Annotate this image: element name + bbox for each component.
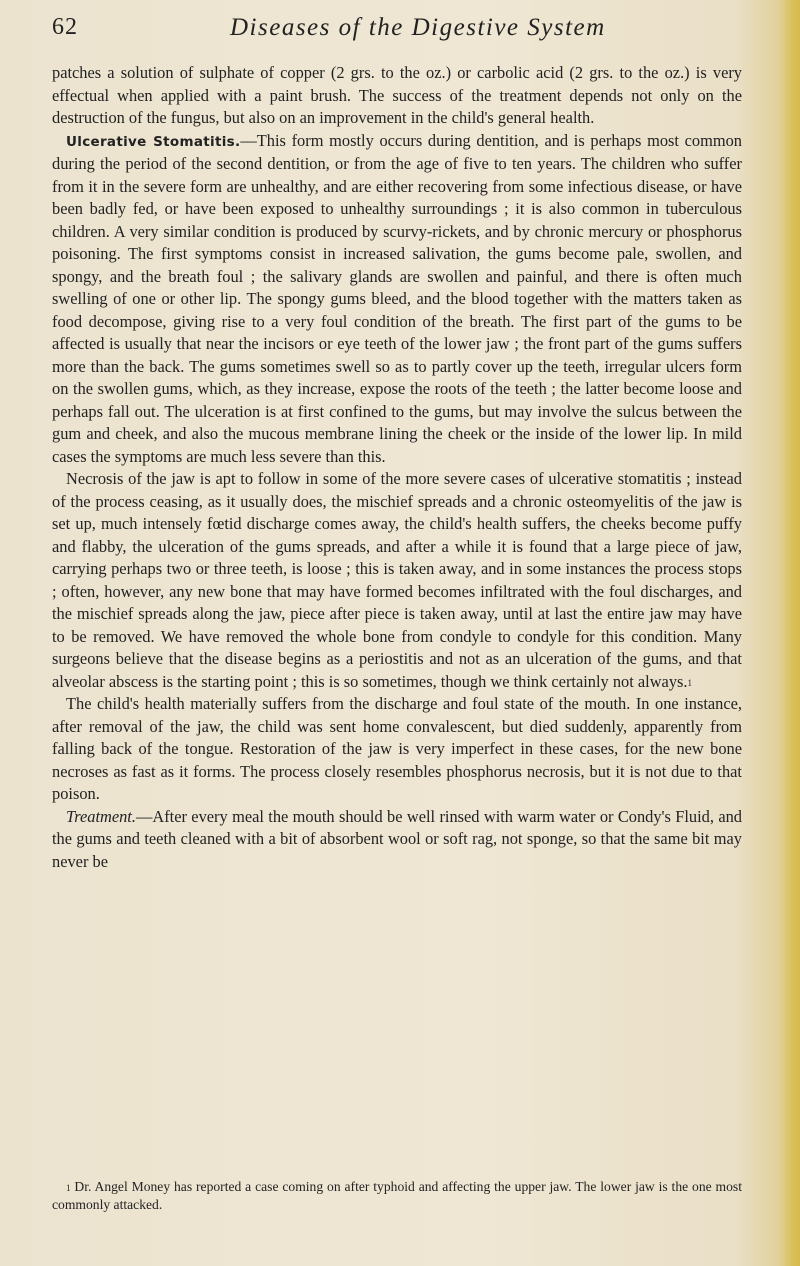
paragraph: The child's health materially suffers from the discharge and foul state of the mouth. In one instance, after removal of the jaw, the child was sent home convalescent, but died suddenly, apparently from falling back of the tongue. Restoration of the jaw is very imperfect in these cases, for the new bone necroses as fast as it forms. The process closely resembles phosphorus necrosis, but it is not due to that poison. xyxy=(52,694,742,803)
paragraph: patches a solution of sulphate of copper (2 grs. to the oz.) or carbolic acid (2 grs. to the oz.) is very effectual when applied with a paint brush. The success of the treatment depends not only on the destruction of the fungus, but also on an improvement in the child's general health. xyxy=(52,63,742,127)
running-title: Diseases of the Digestive System xyxy=(230,14,606,41)
paragraph-text: —This form mostly occurs during dentition, and is perhaps most common during the period of the second dentition, or from the age of five to ten years. The children who suffer from it in the severe form are unhealthy, and are either recovering from some infectious disease, or have been badly fed, or have been exposed to unhealthy surroundings ; it is also common in tuberculous children. A very similar condition is produced by scurvy-rickets, and by chronic mercury or phosphorus poisoning. The first symptoms consist in increased salivation, the gums become pale, swollen, and spongy, and the breath foul ; the salivary glands are swollen and painful, and there is often much swelling of one or other lip. The spongy gums bleed, and the blood together with the matters taken as food decompose, giving rise to a very foul condition of the breath. The first part of the gums to be affected is usually that near the incisors or eye teeth of the lower jaw ; the front part of the gums suffers more than the back. The gums sometimes swell so as to partly cover up the teeth, irregular ulcers form on the swollen gums, which, as they increase, expose the roots of the teeth ; the latter become loose and perhaps fall out. The ulceration is at first confined to the gums, but may involve the sulcus between the gum and cheek, and also the mucous membrane lining the cheek or the inside of the lower lip. In mild cases the symptoms are much less severe than this. xyxy=(52,130,742,466)
body-text xyxy=(52,62,742,873)
paragraph-text: Necrosis of the jaw is apt to follow in some of the more severe cases of ulcerative stomatitis ; instead of the process ceasing, as it usually does, the mischief spreads and a chronic osteomyelitis of the jaw is set up, much intensely fœtid discharge comes away, the child's health suffers, the cheeks become puffy and flabby, the ulceration of the gums spreads, and after a while it is found that a large piece of jaw, carrying perhaps two or three teeth, is loose ; this is taken away, and in some instances the process stops ; often, however, any new bone that may have formed becomes infiltrated with the foul discharges, and the mischief spreads along the jaw, piece after piece is taken away, until at last the entire jaw may have to be removed. We have removed the whole bone from condyle to condyle for this condition. Many surgeons believe that the disease begins as a periostitis and not as an ulceration of the gums, and that alveolar abscess is the starting point ; this is so sometimes, though we think certainly not always. xyxy=(52,469,742,691)
footnote-marker: 1 xyxy=(66,1183,71,1193)
footnote-reference: 1 xyxy=(687,677,692,688)
page-edge xyxy=(782,0,800,1266)
paragraph-text: —After every meal the mouth should be well rinsed with warm water or Condy's Fluid, and the gums and teeth cleaned with a bit of absorbent wool or soft rag, not sponge, so that the same bit may never be xyxy=(52,806,742,871)
paragraph-ulcerative-stomatitis xyxy=(52,130,742,469)
footnotes xyxy=(52,1178,742,1214)
page-header xyxy=(52,14,742,54)
page-number: 62 xyxy=(52,14,78,40)
paragraph-treatment xyxy=(52,806,742,874)
paragraph-necrosis xyxy=(52,468,742,693)
footnote-text: Dr. Angel Money has reported a case coming on after typhoid and affecting the upper jaw. The lower jaw is the one most commonly attacked. xyxy=(52,1179,742,1212)
footnote xyxy=(52,1178,742,1214)
section-heading: Ulcerative Stomatitis. xyxy=(66,133,241,150)
section-heading: Treatment. xyxy=(66,806,136,826)
